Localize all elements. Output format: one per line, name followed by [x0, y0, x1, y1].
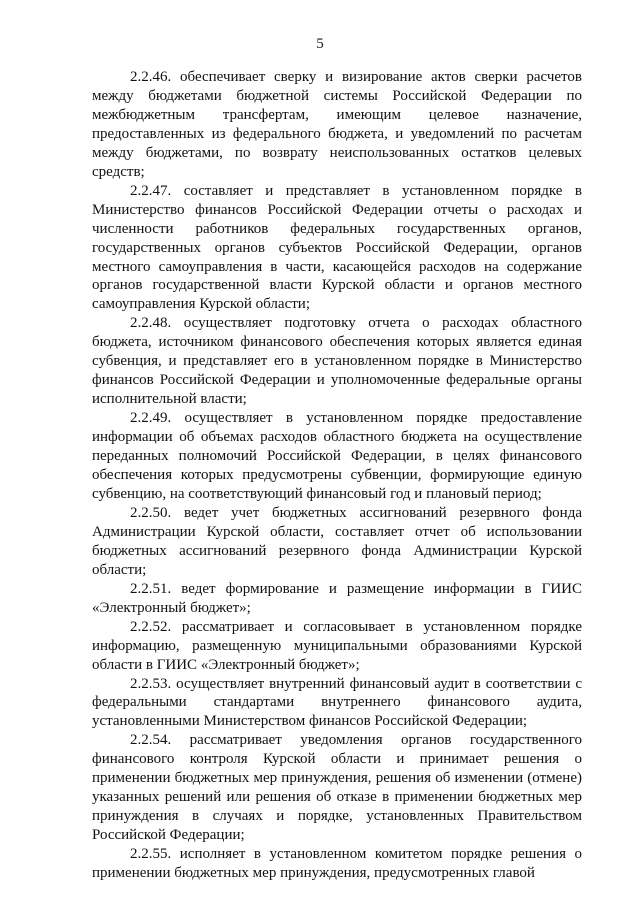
paragraph-2-2-54: 2.2.54. рассматривает уведомления органов государственного финансового контроля Курской области и принимает решения о применении бюджетных мер принуждения, решения об изменении (отмене) указанных решений или решения об отказе в применении бюджетных мер принуждения в случаях и порядке, установленных Правительством Российской Федерации; — [92, 732, 582, 844]
paragraph-2-2-51: 2.2.51. ведет формирование и размещение информации в ГИИС «Электронный бюджет»; — [92, 580, 582, 616]
document-body — [92, 68, 582, 883]
paragraph-2-2-49: 2.2.49. осуществляет в установленном порядке предоставление информации об объемах расходов областного бюджета на осуществление переданных полномочий Российской Федерации, в целях финансового обеспечения которых предусмотрены субвенции, формирующие единую субвенцию, на соответствующий финансовый год и плановый период; — [92, 410, 582, 502]
paragraph-2-2-47: 2.2.47. составляет и представляет в установленном порядке в Министерство финансов Российской Федерации отчеты о расходах и численности работников федеральных государственных органов, государственных органов субъектов Российской Федерации, органов местного самоуправления в части, касающейся расходов на содержание органов государственной власти Курской области и органов местного самоуправления Курской области; — [92, 182, 582, 313]
paragraph-2-2-55: 2.2.55. исполняет в установленном комитетом порядке решения о применении бюджетных мер принуждения, предусмотренных главой — [92, 846, 582, 882]
paragraph-2-2-53: 2.2.53. осуществляет внутренний финансовый аудит в соответствии с федеральными стандартами внутреннего финансового аудита, установленными Министерством финансов Российской Федерации; — [92, 675, 582, 730]
paragraph-2-2-48: 2.2.48. осуществляет подготовку отчета о расходах областного бюджета, источником финансового обеспечения которых является единая субвенция, и представляет его в установленном порядке в Министерство финансов Российской Федерации и уполномоченные федеральные органы исполнительной власти; — [92, 315, 582, 408]
paragraph-2-2-52: 2.2.52. рассматривает и согласовывает в установленном порядке информацию, размещенную муниципальными образованиями Курской области в ГИИС «Электронный бюджет»; — [92, 618, 582, 673]
paragraph-2-2-46: 2.2.46. обеспечивает сверку и визирование актов сверки расчетов между бюджетами бюджетной системы Российской Федерации по межбюджетным трансфертам, имеющим целевое назначение, предоставленных из федерального бюджета, и уведомлений по расчетам между бюджетами, по возврату неиспользованных остатков целевых средств; — [92, 69, 582, 180]
page-number: 5 — [316, 36, 324, 52]
paragraph-2-2-50: 2.2.50. ведет учет бюджетных ассигнований резервного фонда Администрации Курской области, составляет отчет об использовании бюджетных ассигнований резервного фонда Администрации Курской области; — [92, 504, 582, 578]
